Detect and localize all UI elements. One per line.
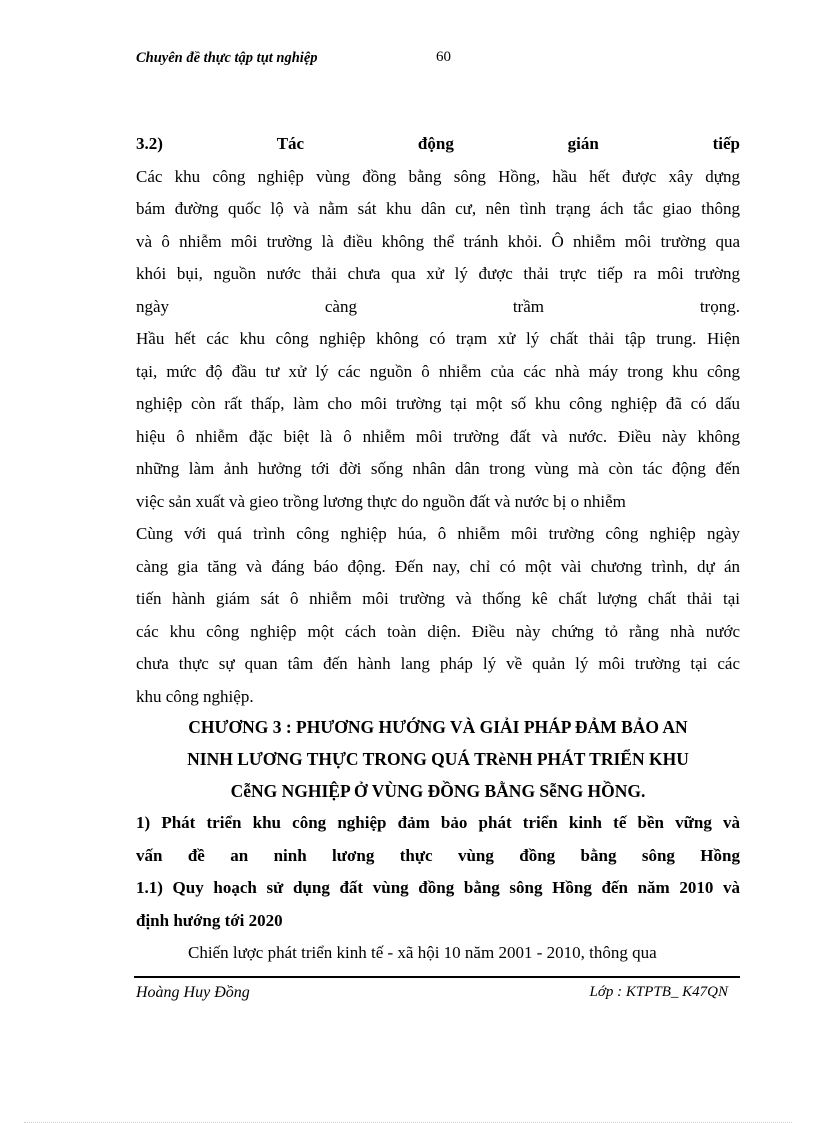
text-line: những làm ảnh hưởng tới đời sống nhân dân trong vùng mà còn tác động đến	[136, 459, 740, 478]
text-line: bám đường quốc lộ và nằm sát khu dân cư, nên tình trạng ách tắc giao thông	[136, 199, 740, 218]
subheading-line: 1) Phát triển khu công nghiệp đảm bảo phát triển kinh tế bền vững và	[136, 813, 740, 832]
heading-word: gián	[567, 134, 599, 153]
subsection-1-1-heading	[136, 872, 740, 937]
text-line: nghiệp còn rất thấp, làm cho môi trường tại một số khu công nghiệp đã có dấu	[136, 394, 740, 413]
paragraph-3	[136, 518, 740, 713]
word: ninh	[273, 845, 307, 865]
word: lương	[332, 845, 375, 865]
text-line: và ô nhiễm môi trường là điều không thể tránh khỏi. Ô nhiễm môi trường qua	[136, 231, 740, 251]
text-line	[136, 291, 740, 324]
subsection-1-heading	[136, 807, 740, 872]
paragraph-2	[136, 323, 740, 518]
page-number: 60	[436, 49, 451, 65]
word: càng	[324, 296, 357, 316]
text-line: các khu công nghiệp một cách toàn diện. Điều này chứng tỏ rằng nhà nước	[136, 621, 740, 641]
word: sông	[641, 845, 675, 865]
word: trầm	[512, 296, 544, 316]
text-line: tại, mức độ đầu tư xử lý các nguồn ô nhiễm của các nhà máy trong khu công	[136, 361, 740, 381]
subheading-line: định hướng tới 2020	[136, 910, 283, 930]
word: Hồng	[700, 845, 740, 865]
word: đề	[187, 845, 205, 865]
section-heading	[136, 128, 740, 161]
header-title: Chuyên đề thực tập tụt nghiệp	[136, 50, 318, 66]
chapter-heading-line: CHƯƠNG 3 : PHƯƠNG HƯỚNG VÀ GIẢI PHÁP ĐẢM BẢO AN	[188, 717, 688, 737]
footer-author: Hoàng Huy Đồng	[136, 984, 250, 1001]
word: thực	[399, 845, 433, 865]
text-line: hiệu ô nhiễm đặc biệt là ô nhiễm môi trường đất và nước. Điều này không	[136, 426, 740, 446]
word: trọng.	[699, 296, 740, 316]
word: đồng	[519, 845, 556, 865]
subheading-line: 1.1) Quy hoạch sử dụng đất vùng đồng bằng sông Hồng đến năm 2010 và	[136, 878, 740, 897]
heading-word: Tác	[276, 134, 305, 153]
word: vấn	[136, 845, 163, 865]
page-header	[136, 48, 740, 72]
paragraph-1	[136, 161, 740, 324]
text-line: khói bụi, nguồn nước thải chưa qua xử lý được thải trực tiếp ra môi trường	[136, 264, 740, 283]
chapter-heading-line: CễNG NGHIỆP Ở VÙNG ĐỒNG BẰNG SễNG HỒNG.	[230, 781, 646, 801]
subheading-line	[136, 840, 740, 873]
footer-divider	[134, 976, 740, 978]
text-line: Chiến lược phát triển kinh tế - xã hội 10 năm 2001 - 2010, thông qua	[188, 943, 657, 962]
text-line: càng gia tăng và đáng báo động. Đến nay, chỉ có một vài chương trình, dự án	[136, 556, 740, 576]
text-line: Các khu công nghiệp vùng đồng bằng sông Hồng, hầu hết được xây dựng	[136, 166, 740, 186]
word: bằng	[580, 845, 617, 865]
text-line: việc sản xuất và gieo trồng lương thực do nguồn đất và nước bị o nhiễm	[136, 491, 626, 511]
page-footer	[136, 982, 740, 1008]
footer-class: Lớp : KTPTB_ K47QN	[589, 984, 728, 1000]
word: vùng	[457, 845, 494, 865]
heading-word: động	[417, 134, 454, 153]
word: ngày	[136, 296, 170, 316]
word: an	[230, 845, 249, 865]
text-line: Cùng với quá trình công nghiệp húa, ô nhiễm môi trường công nghiệp ngày	[136, 524, 740, 543]
document-body	[136, 128, 740, 970]
chapter-heading-line: NINH LƯƠNG THỰC TRONG QUÁ TRèNH PHÁT TRIỂN KHU	[187, 749, 689, 769]
heading-word: tiếp	[712, 134, 740, 153]
chapter-heading	[136, 711, 740, 807]
heading-word: 3.2)	[136, 134, 163, 153]
text-line: tiến hành giám sát ô nhiễm môi trường và thống kê chất lượng chất thải tại	[136, 589, 740, 608]
text-line: chưa thực sự quan tâm đến hành lang pháp lý về quản lý môi trường tại các	[136, 654, 740, 673]
text-line: khu công nghiệp.	[136, 686, 254, 706]
text-line: Hầu hết các khu công nghiệp không có trạm xử lý chất thải tập trung. Hiện	[136, 329, 740, 348]
